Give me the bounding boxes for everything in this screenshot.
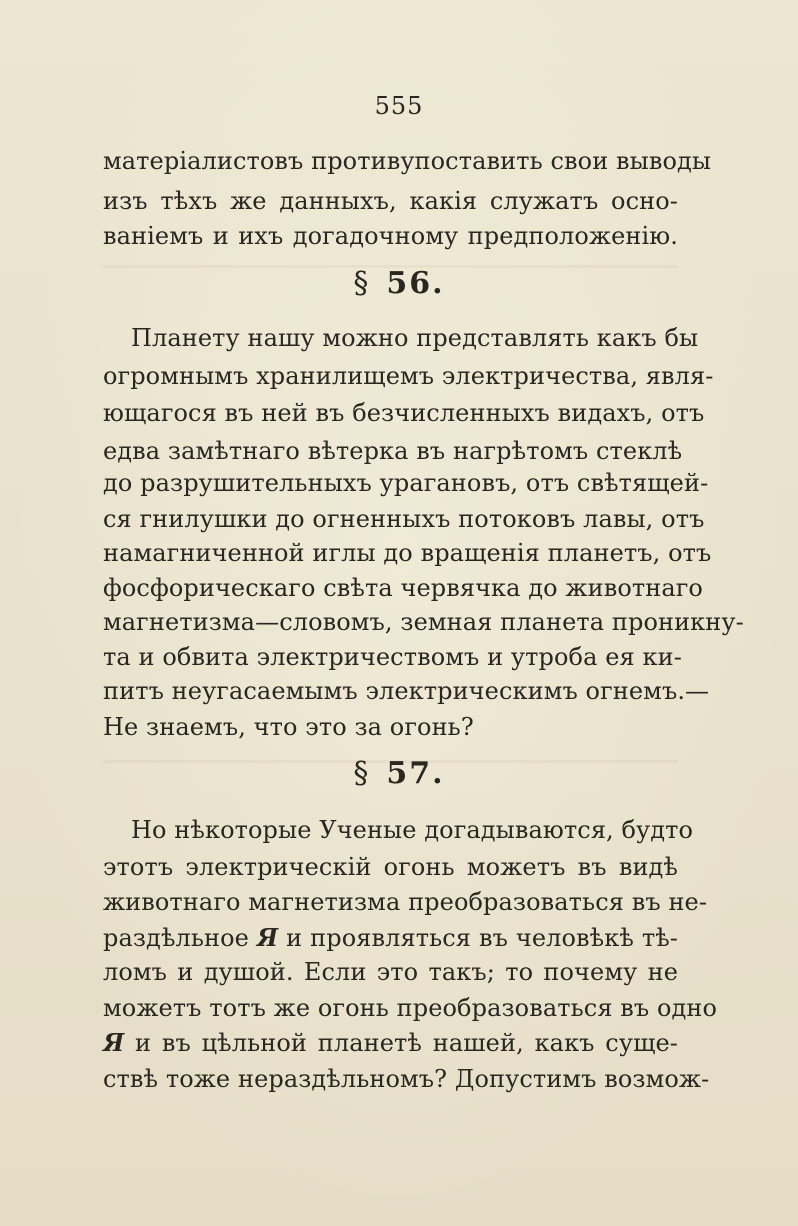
paragraph-line: намагниченной иглы до вращенія планетъ, отъ: [103, 539, 712, 567]
paragraph-line: до разрушительныхъ урагановъ, отъ свѣтящей-: [103, 469, 709, 497]
paragraph-line: ствѣ тоже нераздѣльномъ? Допустимъ возмож-: [103, 1065, 710, 1093]
paragraph-line: ваніемъ и ихъ догадочному предположенію.: [103, 222, 678, 250]
paragraph-line: раздѣльное Я и проявляться въ человѣкѣ тѣ-: [103, 923, 679, 952]
paragraph-line: Не знаемъ, что это за огонь?: [103, 713, 474, 741]
paragraph-line: питъ неугасаемымъ электрическимъ огнемъ.—: [103, 677, 710, 705]
paragraph-line: изъ тѣхъ же данныхъ, какія служатъ осно-: [103, 187, 678, 215]
paragraph-line: ющагося въ ней въ безчисленныхъ видахъ, отъ: [103, 399, 705, 427]
section-heading-56: [0, 262, 798, 306]
paragraph-line: Но нѣкоторые Ученые догадываются, будто: [131, 816, 694, 844]
page-number: 555: [374, 92, 424, 120]
paragraph-line: животнаго магнетизма преобразоваться въ не-: [103, 888, 708, 916]
paragraph-line: Планету нашу можно представлять какъ бы: [131, 324, 699, 352]
paragraph-line: ся гнилушки до огненныхъ потоковъ лавы, отъ: [103, 505, 705, 533]
paragraph-line: едва замѣтнаго вѣтерка въ нагрѣтомъ стеклѣ: [103, 437, 683, 465]
paragraph-line: этотъ электрическій огонь можетъ въ видѣ: [103, 853, 678, 881]
paragraph-line: огромнымъ хранилищемъ электричества, явля-: [103, 362, 714, 390]
section-symbol: §: [353, 756, 371, 791]
paragraph-line: та и обвита электричествомъ и утроба ея ки-: [103, 643, 682, 671]
paragraph-line: ломъ и душой. Если это такъ; то почему не: [103, 958, 678, 986]
section-symbol: §: [353, 266, 371, 301]
section-heading-57: [0, 752, 798, 796]
paragraph-line: можетъ тотъ же огонь преобразоваться въ одно: [103, 994, 718, 1022]
section-number: 57.: [386, 756, 445, 791]
paragraph-line: магнетизма—словомъ, земная планета проникну-: [103, 608, 744, 636]
section-number: 56.: [386, 266, 445, 301]
paragraph-line: фосфорическаго свѣта червячка до животнаго: [103, 574, 703, 602]
paragraph-line: Я и въ цѣльной планетѣ нашей, какъ суще-: [103, 1028, 678, 1057]
paragraph-line: матеріалистовъ противупоставить свои выводы: [103, 147, 712, 175]
